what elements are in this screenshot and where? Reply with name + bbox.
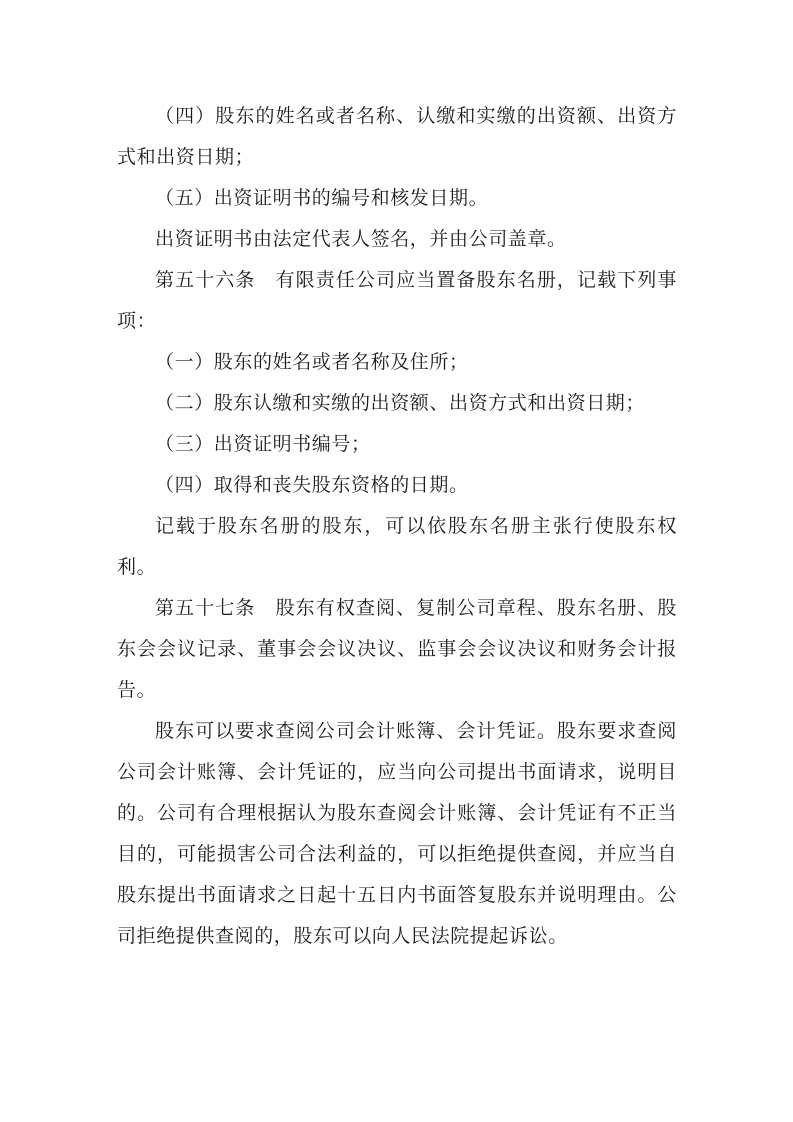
- document-body: [117, 96, 677, 957]
- paragraph-article-56: 第五十六条 有限责任公司应当置备股东名册，记载下列事项：: [117, 269, 677, 332]
- paragraph-article-56-item-2: （二）股东认缴和实缴的出资额、出资方式和出资日期；: [155, 392, 646, 414]
- paragraph-item-5-info: （五）出资证明书的编号和核发日期。: [155, 187, 489, 209]
- paragraph-accounting-books-access: 股东可以要求查阅公司会计账簿、会计凭证。股东要求查阅公司会计账簿、会计凭证的，应当向公司提出书面请求，说明目的。公司有合理根据认为股东查阅会计账簿、会计凭证有不正当目的，可能损害公司合法利益的，可以拒绝提供查阅，并应当自股东提出书面请求之日起十五日内书面答复股东并说明理由。公司拒绝提供查阅的，股东可以向人民法院提起诉讼。: [117, 720, 677, 947]
- paragraph-article-56-item-3: （三）出资证明书编号；: [155, 433, 371, 455]
- paragraph-item-4-info: （四）股东的姓名或者名称、认缴和实缴的出资额、出资方式和出资日期；: [117, 105, 677, 168]
- paragraph-article-56-item-4: （四）取得和丧失股东资格的日期。: [155, 474, 469, 496]
- paragraph-certificate-signing: 出资证明书由法定代表人签名，并由公司盖章。: [155, 228, 567, 250]
- paragraph-article-56-item-1: （一）股东的姓名或者名称及住所；: [155, 351, 469, 373]
- paragraph-article-57: 第五十七条 股东有权查阅、复制公司章程、股东名册、股东会会议记录、董事会会议决议、监事会会议决议和财务会计报告。: [117, 597, 677, 701]
- paragraph-register-rights: 记载于股东名册的股东，可以依股东名册主张行使股东权利。: [117, 515, 677, 578]
